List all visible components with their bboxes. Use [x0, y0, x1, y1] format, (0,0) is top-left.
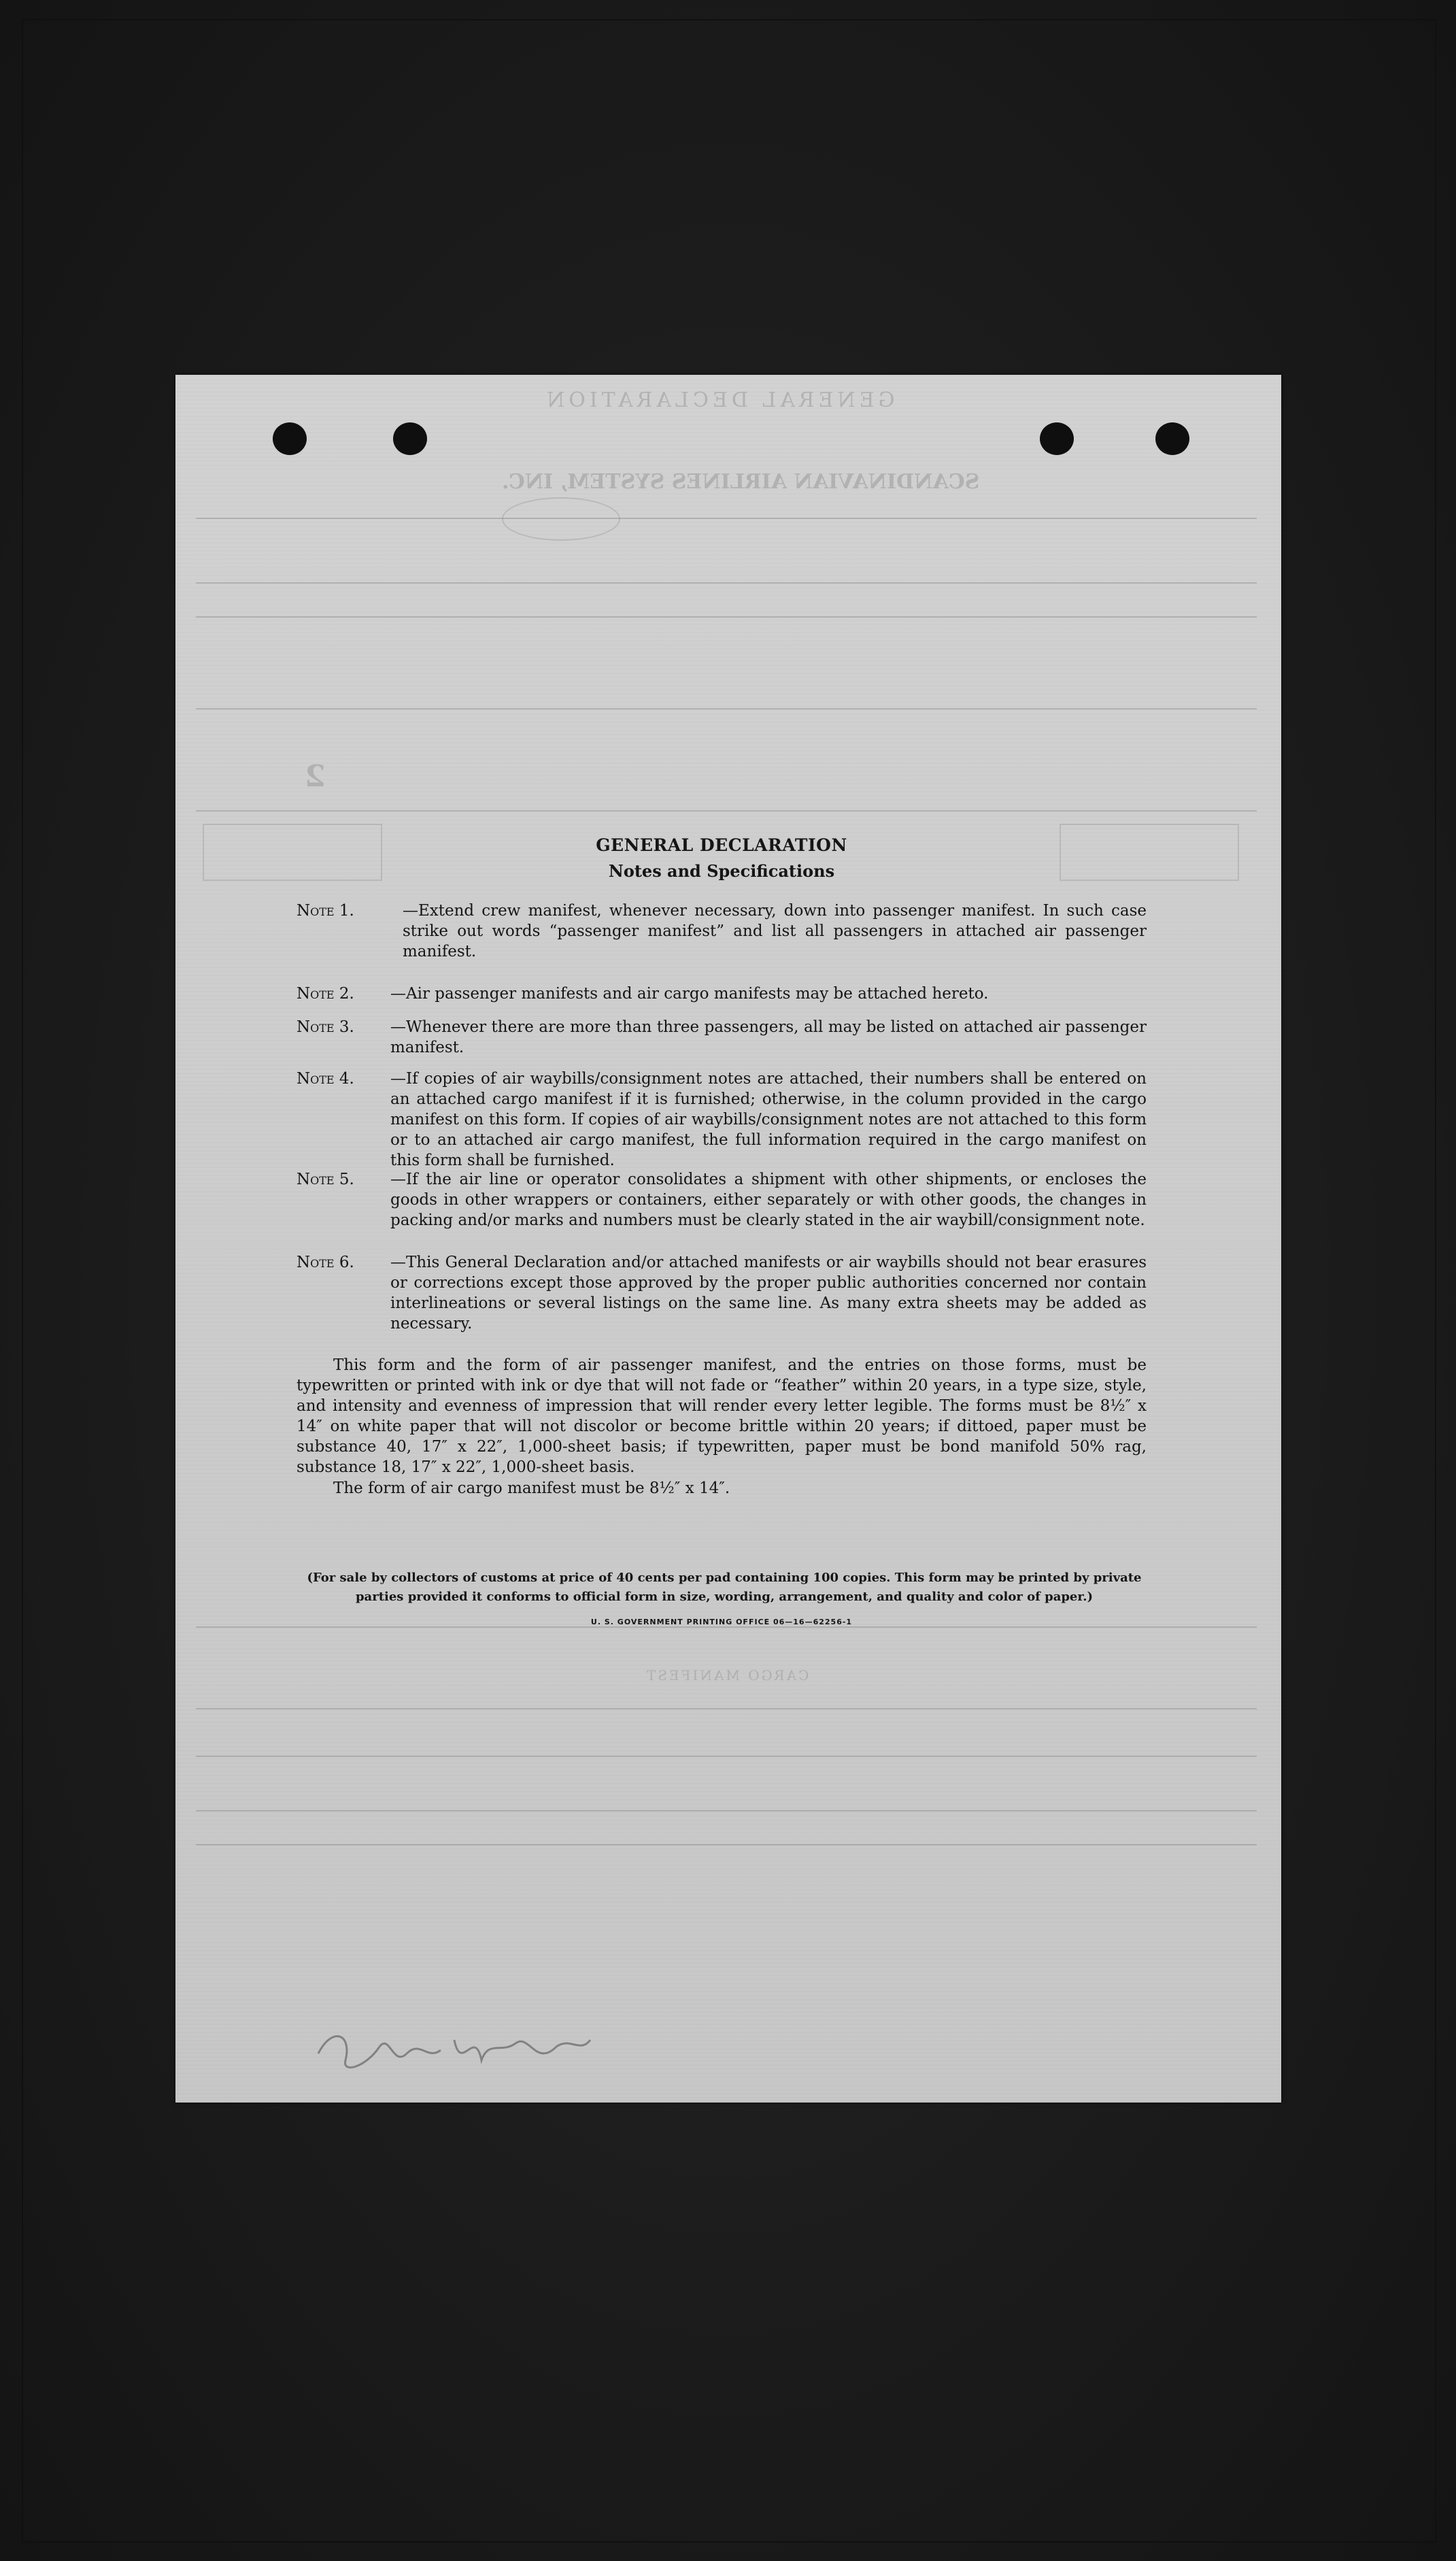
note-4 — [297, 1069, 1147, 1171]
ghost-rule — [196, 1810, 1257, 1811]
ghost-rule — [196, 1756, 1257, 1757]
punch-hole-icon — [393, 422, 427, 455]
ghost-rule — [196, 1626, 1257, 1628]
note-label: Note 4. — [297, 1070, 354, 1088]
punch-hole-icon — [1040, 422, 1074, 455]
ghost-rule — [196, 708, 1257, 709]
ghost-rule — [196, 518, 1257, 519]
signature-icon — [311, 2013, 597, 2081]
ghost-rule — [196, 1844, 1257, 1845]
note-1 — [297, 901, 1147, 962]
ghost-rule — [196, 582, 1257, 584]
note-label: Note 6. — [297, 1254, 354, 1271]
ghost-stamp — [502, 497, 620, 541]
note-text: —Air passenger manifests and air cargo manifests may be attached hereto. — [390, 985, 989, 1003]
ghost-airline: SCANDINAVIAN AIRLINES SYSTEM, INC. — [502, 470, 980, 494]
ghost-rule — [196, 616, 1257, 618]
punch-hole-icon — [273, 422, 307, 455]
note-label: Note 2. — [297, 985, 354, 1003]
cargo-manifest-spec: The form of air cargo manifest must be 8½″ x 14″. — [333, 1479, 730, 1497]
ghost-heading: GENERAL DECLARATION — [543, 388, 895, 412]
note-label: Note 1. — [297, 902, 354, 920]
note-label: Note 3. — [297, 1018, 354, 1036]
note-6 — [297, 1252, 1147, 1334]
note-text: —Extend crew manifest, whenever necessary, down into passenger manifest. In such case strike out words “passenger manifest” and list all passengers in attached air passenger manifest. — [403, 902, 1147, 960]
document-sheet — [175, 375, 1281, 2103]
page-title: GENERAL DECLARATION — [596, 835, 847, 855]
ghost-cargo-heading: CARGO MANIFEST — [645, 1667, 809, 1684]
form-spec-paragraph: This form and the form of air passenger manifest, and the entries on those forms, must be typewritten or printed with ink or dye that will not fade or “feather” within 20 years, in a type size, style, and intensity and evenness of impression that will render every letter legible. The forms must be 8½″ x 14″ on white paper that will not discolor or become brittle within 20 years; if dittoed, paper must be substance 40, 17″ x 22″, 1,000-sheet basis; if typewritten, paper must be bond manifold 50% rag, substance 18, 17″ x 22″, 1,000-sheet basis. — [297, 1356, 1147, 1476]
note-text: —Whenever there are more than three passengers, all may be listed on attached air passenger manifest. — [390, 1018, 1147, 1056]
note-label: Note 5. — [297, 1171, 354, 1188]
note-text: —If the air line or operator consolidates a shipment with other shipments, or encloses the goods in other wrappers or containers, either separately or with other goods, the changes in packing and/or marks and numbers must be clearly stated in the air waybill/consignment note. — [390, 1171, 1147, 1229]
note-2 — [297, 984, 1147, 1004]
ghost-rule — [196, 810, 1257, 811]
ghost-rule — [196, 1708, 1257, 1709]
note-3 — [297, 1017, 1147, 1058]
note-text: —If copies of air waybills/consignment notes are attached, their numbers shall be entered on an attached cargo manifest if it is furnished; otherwise, in the column provided in the cargo manifest on this form. If copies of air waybills/consignment notes are not attached to this form or to an attached air cargo manifest, the full information required in the cargo manifest on this form shall be furnished. — [390, 1070, 1147, 1169]
page-subtitle: Notes and Specifications — [608, 861, 835, 881]
sale-note: (For sale by collectors of customs at price of 40 cents per pad containing 100 copies. This form may be printed by private parties provided it conforms to official form in size, wording, arrangement, and quality and color of paper.) — [307, 1571, 1142, 1604]
punch-hole-icon — [1155, 422, 1189, 455]
printer-line: U. S. GOVERNMENT PRINTING OFFICE 06—16—62256-1 — [590, 1618, 853, 1626]
ghost-page-number: 2 — [305, 759, 326, 794]
note-text: —This General Declaration and/or attached manifests or air waybills should not bear erasures or corrections except those approved by the proper public authorities concerned nor contain interlineations or several listings on the same line. As many extra sheets may be added as necessary. — [390, 1254, 1147, 1333]
note-5 — [297, 1169, 1147, 1231]
